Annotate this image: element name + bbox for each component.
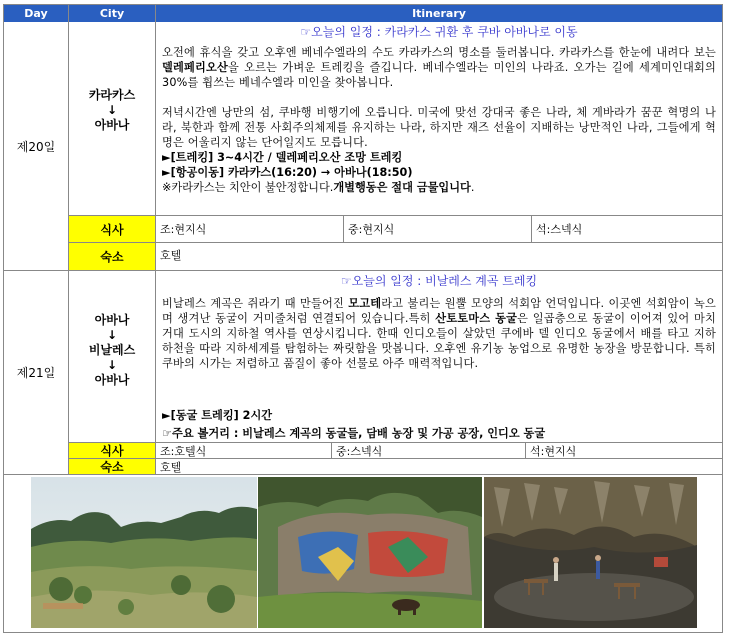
day20-trekking-bullet: ►[트레킹] 3~4시간 / 델레페리오산 조망 트레킹 bbox=[162, 151, 403, 164]
day20-flight-bullet: ►[항공이동] 카라카스(16:20) → 아바나(18:50) bbox=[162, 166, 413, 179]
header-day: Day bbox=[4, 5, 68, 22]
day21-hotel-label: 숙소 bbox=[68, 458, 155, 474]
day20-schedule-title: ☞오늘의 일정 : 카라카스 귀환 후 쿠바 아바나로 이동 bbox=[300, 25, 578, 39]
day20-safety-note: ※카라카스는 치안이 불안정합니다.개별행동은 절대 금물입니다. bbox=[162, 181, 475, 194]
mural-wall-photo bbox=[258, 477, 482, 628]
day20-day-cell bbox=[4, 22, 68, 270]
day21-lunch: 중:스넥식 bbox=[331, 442, 525, 458]
day20-paragraph-2: 저녁시간엔 낭만의 섬, 쿠바행 비행기에 오릅니다. 미국에 맞선 강대국 좋은 나라, 체 게바라가 꿈꾼 혁명의 나라, 북한과 함께 전통 사회주의체제를 유지하는 나라, 하지만 재즈 선율이 지배하는 낭만적인 나라, 그들에게 혁명은 어울리지 않는 단어일지도 모릅니다. bbox=[162, 106, 716, 149]
day20-breakfast: 조:현지식 bbox=[155, 215, 343, 242]
day21-paragraph: 비날레스 계곡은 쥐라기 때 만들어진 모고테라고 불리는 원뿔 모양의 석회암 언덕입니다. 이곳엔 석회암이 녹으며 생겨난 동굴이 거미줄처럼 연결되어 있습니다.특히 산토토마스 동굴은 일곱층으로 동굴이 이어져 있어 마치 거대 도시의 지하철 역사를 연상시킵니다. 한때 인디오들이 살았던 쿠에바 델 인디오 동굴에서 배를 타고 지하 하천을 따라 지하세계를 탐험하는 짜릿함을 맛봅니다. 오후엔 유기농 농업으로 유명한 농장을 방문합니다. 특히 쿠바의 시가는 저렴하고 품질이 좋아 선물로 아주 매력적입니다. bbox=[162, 297, 717, 370]
day21-city-1: 아바나 bbox=[94, 313, 130, 327]
arrow-down-icon: ↓ bbox=[106, 328, 118, 342]
day21-city-2: 비날레스 bbox=[88, 343, 136, 357]
day20-hotel-label: 숙소 bbox=[68, 242, 155, 270]
day21-route bbox=[69, 313, 155, 388]
mountain-name: 델레페리오산 bbox=[162, 61, 229, 74]
day21-schedule-title: ☞오늘의 일정 : 비날레스 계곡 트레킹 bbox=[340, 274, 538, 288]
santo-tomas-cave: 산토토마스 동굴 bbox=[435, 312, 518, 325]
day20-city-to: 아바나 bbox=[94, 118, 130, 132]
day20-meal-label: 식사 bbox=[68, 215, 155, 242]
day21-highlights: ☞주요 볼거리 : 비날레스 계곡의 동굴들, 담배 농장 및 가공 공장, 인디오 동굴 bbox=[162, 427, 546, 440]
day21-day-cell bbox=[4, 270, 68, 474]
day21-city-cell bbox=[68, 270, 155, 442]
day21-dinner: 석:현지식 bbox=[525, 442, 722, 458]
day20-city-from: 카라카스 bbox=[88, 88, 136, 102]
day20-hotel: 호텔 bbox=[155, 242, 722, 270]
day20-city-cell bbox=[68, 22, 155, 215]
mogote-term: 모고테 bbox=[348, 297, 382, 310]
day20-itinerary-cell bbox=[155, 22, 722, 215]
day20-paragraph-1: 오전에 휴식을 갖고 오후엔 베네수엘라의 수도 카라카스의 명소를 둘러봅니다. 카라카스를 한눈에 내려다 보는 델레페리오산을 오르는 가벼운 트레킹을 즐깁니다. 베네수엘라는 미인의 나라죠. 오가는 길에 세계미인대회의 30%를 휩쓰는 베네수엘라 미인을 찾아봅니다. bbox=[162, 46, 716, 89]
cave-interior-photo bbox=[484, 477, 697, 628]
pointing-hand-icon: ☞ bbox=[340, 274, 352, 288]
day20-dinner: 석:스넥식 bbox=[531, 215, 722, 242]
header-itinerary: Itinerary bbox=[155, 5, 722, 22]
day21-meal-label: 식사 bbox=[68, 442, 155, 458]
day21-hotel: 호텔 bbox=[155, 458, 722, 474]
pointing-hand-icon: ☞ bbox=[300, 25, 312, 39]
day21-cave-trekking-bullet: ►[동굴 트레킹] 2시간 bbox=[162, 409, 273, 422]
day20-route bbox=[69, 88, 155, 133]
arrow-down-icon: ↓ bbox=[106, 358, 118, 372]
day21-city-3: 아바나 bbox=[94, 373, 130, 387]
arrow-down-icon: ↓ bbox=[106, 103, 118, 117]
day21-day-label: 제21일 bbox=[16, 366, 56, 380]
day21-itinerary-cell bbox=[155, 270, 722, 442]
day20-lunch: 중:현지식 bbox=[343, 215, 531, 242]
day21-breakfast: 조:호텔식 bbox=[155, 442, 331, 458]
valley-landscape-photo bbox=[31, 477, 257, 628]
day20-day-label: 제20일 bbox=[16, 139, 56, 154]
header-city: City bbox=[68, 5, 155, 22]
